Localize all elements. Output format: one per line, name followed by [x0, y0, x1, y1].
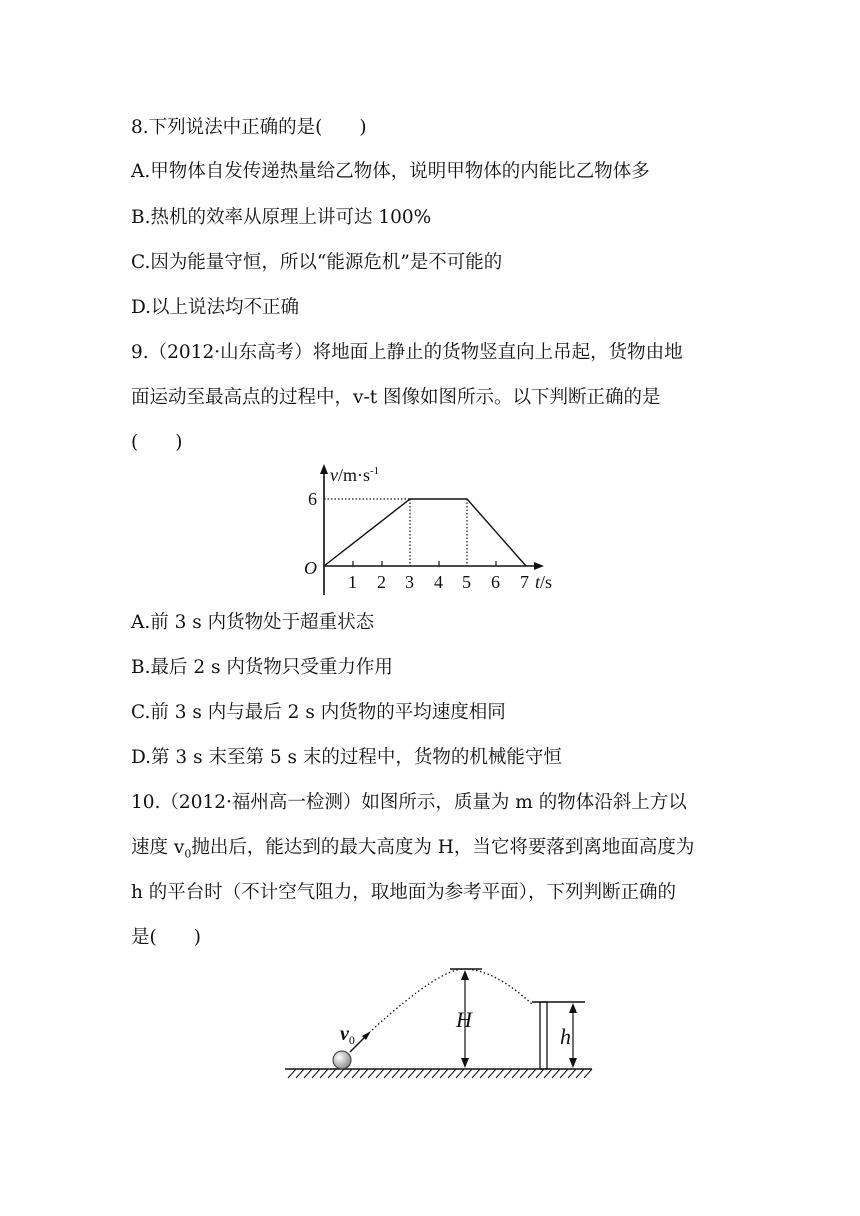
origin-label: O — [304, 558, 317, 578]
x-axis-label: t/s — [535, 572, 553, 592]
q9-stem-line-2: 面运动至最高点的过程中，v-t 图像如图所示。以下判断正确的是 — [131, 387, 661, 408]
y-axis-label: $v/m\cdot s^{-1}$ — [330, 465, 380, 485]
q9-option-b: B.最后 2 s 内货物只受重力作用 — [131, 657, 393, 678]
projectile-figure — [280, 960, 600, 1085]
q8-option-b: B.热机的效率从原理上讲可达 100% — [131, 207, 432, 228]
q9-option-d: D.第 3 s 末至第 5 s 末的过程中，货物的机械能守恒 — [131, 747, 562, 768]
q10-stem-line-3: h 的平台时（不计空气阻力，取地面为参考平面），下列判断正确的 — [131, 882, 677, 903]
q9-stem-line-3: ( ) — [131, 432, 183, 453]
q9-stem-line-1: 9.（2012·山东高考）将地面上静止的货物竖直向上吊起，货物由地 — [131, 342, 683, 363]
vt-graph — [290, 460, 580, 600]
v0-label: $v_0$ — [340, 1023, 355, 1047]
q9-option-c: C.前 3 s 内与最后 2 s 内货物的平均速度相同 — [131, 702, 506, 723]
q8-option-a: A.甲物体自发传递热量给乙物体，说明甲物体的内能比乙物体多 — [131, 161, 650, 182]
x-tick-1: 1 — [348, 572, 357, 592]
q9-option-a: A.前 3 s 内货物处于超重状态 — [131, 612, 375, 633]
q8-stem: 8.下列说法中正确的是( ) — [131, 117, 367, 138]
q10-stem-line-2: 速度 $v_0$抛出后，能达到的最大高度为 H，当它将要落到离地面高度为 — [131, 837, 695, 861]
x-tick-4: 4 — [434, 572, 443, 592]
q10-stem-line-1: 10.（2012·福州高一检测）如图所示，质量为 m 的物体沿斜上方以 — [131, 792, 687, 813]
velocity-line — [324, 499, 526, 566]
x-tick-7: 7 — [520, 572, 529, 592]
x-tick-2: 2 — [377, 572, 386, 592]
x-tick-3: 3 — [405, 572, 414, 592]
ball — [333, 1051, 351, 1069]
H-arrow-top — [461, 970, 469, 980]
trajectory — [372, 969, 532, 1030]
q10-stem-line-4: 是( ) — [131, 927, 201, 948]
platform-post — [540, 1002, 547, 1069]
H-label: H — [456, 1007, 472, 1032]
h-label: h — [560, 1024, 571, 1049]
x-tick-5: 5 — [462, 572, 471, 592]
h-arrow-top — [569, 1003, 577, 1013]
y-axis-arrow — [320, 464, 328, 474]
q8-option-c: C.因为能量守恒，所以“能源危机”是不可能的 — [131, 252, 503, 273]
q8-option-d: D.以上说法均不正确 — [131, 297, 300, 318]
x-tick-6: 6 — [491, 572, 500, 592]
x-axis-arrow — [534, 562, 544, 570]
h-arrow-bottom — [569, 1058, 577, 1068]
y-tick-6: 6 — [308, 489, 317, 509]
H-arrow-bottom — [461, 1058, 469, 1068]
ground-hatching — [288, 1069, 592, 1078]
